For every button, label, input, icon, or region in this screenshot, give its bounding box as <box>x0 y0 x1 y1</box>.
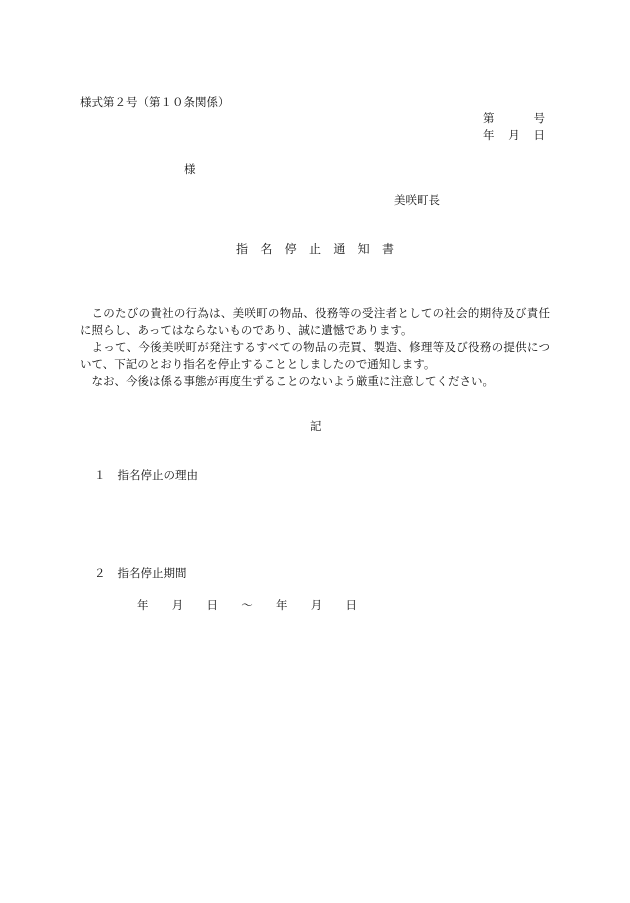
document-date <box>483 130 545 142</box>
item-number: ２ <box>94 566 106 580</box>
suspension-period <box>137 600 357 612</box>
body-paragraph: このたびの貴社の行為は、美咲町の物品、役務等の受注者としての社会的期待及び責任に照らし、あってはならないものであり、誠に遺憾であります。 <box>80 306 550 337</box>
doc-date-day: 日 <box>533 128 545 142</box>
body-paragraph: なお、今後は係る事態が再度生ずることのないよう厳重に注意してください。 <box>91 374 494 388</box>
period-start-year: 年 <box>137 598 149 612</box>
title-char: 書 <box>381 242 394 256</box>
doc-date-year: 年 <box>483 128 495 142</box>
title-char: 通 <box>333 242 346 256</box>
period-start-day: 日 <box>206 598 218 612</box>
item-number: １ <box>94 468 106 482</box>
doc-date-month: 月 <box>508 128 520 142</box>
period-start-month: 月 <box>171 598 184 612</box>
title-char: 名 <box>260 242 273 256</box>
title-char: 知 <box>357 242 370 256</box>
body-text <box>80 305 550 390</box>
period-end-day: 日 <box>345 598 357 612</box>
document-number <box>483 113 545 125</box>
addressee: 様 <box>184 162 196 176</box>
form-number: 様式第２号（第１０条関係） <box>80 95 230 109</box>
item-label: 指名停止の理由 <box>117 468 198 482</box>
item-label: 指名停止期間 <box>117 566 187 580</box>
issuer: 美咲町長 <box>394 193 440 207</box>
document-title <box>236 243 394 255</box>
period-end-month: 月 <box>310 598 323 612</box>
body-paragraph: よって、今後美咲町が発注するすべての物品の売買、製造、修理等及び役務の提供について、下記のとおり指名を停止することとしましたので通知します。 <box>80 340 550 371</box>
ki-heading: 記 <box>310 419 322 433</box>
period-separator: ～ <box>241 598 253 612</box>
item-period <box>94 568 187 580</box>
title-char: 停 <box>284 242 297 256</box>
doc-number-suffix: 号 <box>533 111 545 125</box>
item-reason <box>94 470 198 482</box>
title-char: 止 <box>308 242 321 256</box>
doc-number-prefix: 第 <box>483 111 495 125</box>
title-char: 指 <box>236 242 249 256</box>
period-end-year: 年 <box>276 598 288 612</box>
